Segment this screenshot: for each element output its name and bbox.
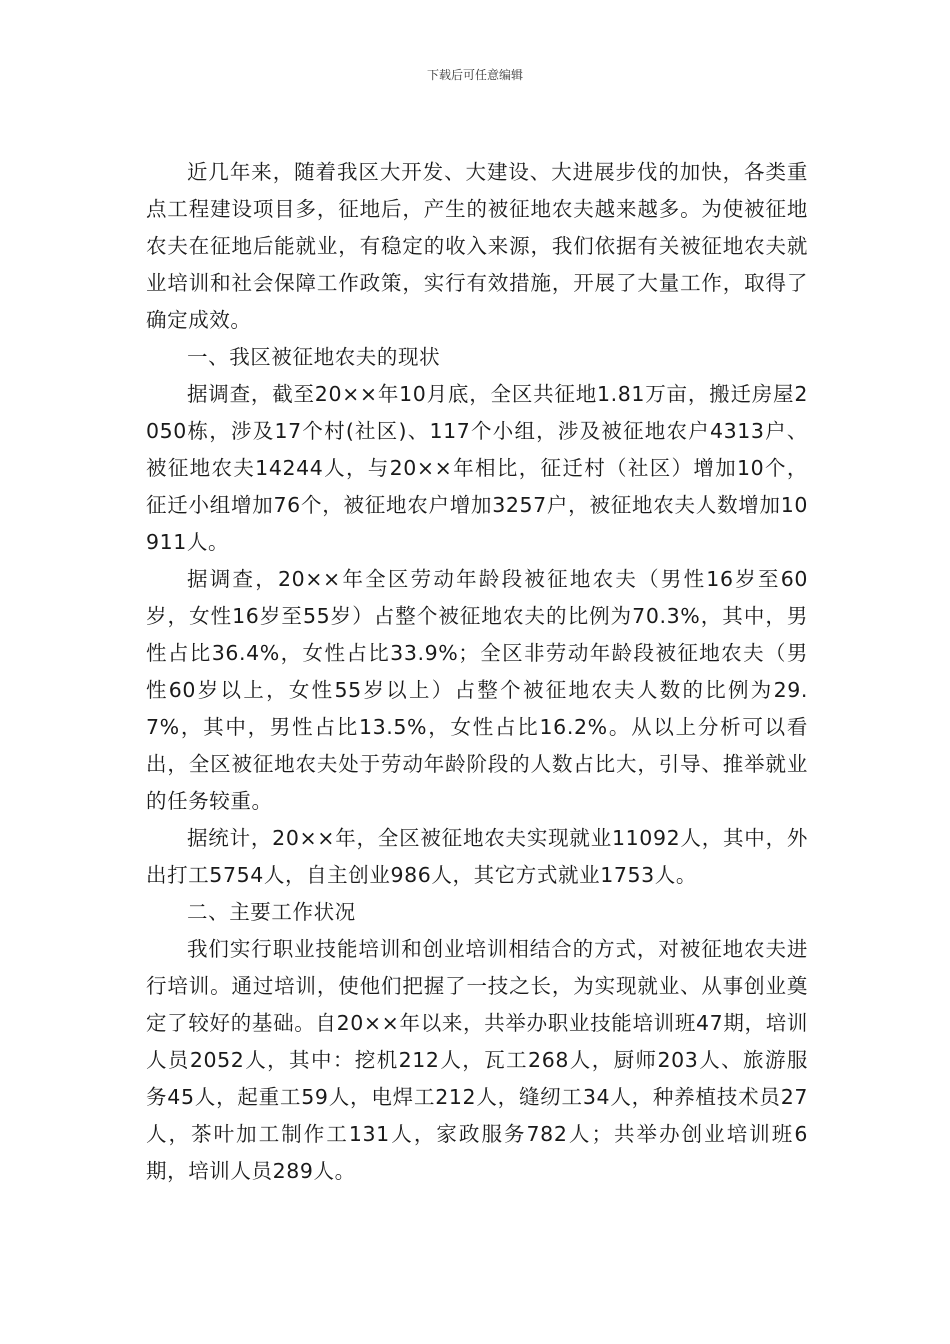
- document-body: [146, 154, 808, 1190]
- paragraph-training: 我们实行职业技能培训和创业培训相结合的方式，对被征地农夫进行培训。通过培训，使他们把握了一技之长，为实现就业、从事创业奠定了较好的基础。自20××年以来，共举办职业技能培训班47期，培训人员2052人，其中：挖机212人，瓦工268人，厨师203人、旅游服务45人，起重工59人，电焊工212人，缝纫工34人，种养植技术员27人，茶叶加工制作工131人，家政服务782人；共举办创业培训班6期，培训人员289人。: [146, 937, 808, 1183]
- paragraph-statistics: 据统计，20××年，全区被征地农夫实现就业11092人，其中，外出打工5754人，自主创业986人，其它方式就业1753人。: [146, 826, 808, 887]
- section-heading-1: 一、我区被征地农夫的现状: [187, 345, 441, 369]
- paragraph-survey-2: 据调查，20××年全区劳动年龄段被征地农夫（男性16岁至60岁，女性16岁至55岁）占整个被征地农夫的比例为70.3%，其中，男性占比36.4%，女性占比33.9%；全区非劳动年龄段被征地农夫（男性60岁以上，女性55岁以上）占整个被征地农夫人数的比例为29.7%，其中，男性占比13.5%，女性占比16.2%。从以上分析可以看出，全区被征地农夫处于劳动年龄阶段的人数占比大，引导、推举就业的任务较重。: [146, 567, 808, 813]
- section-heading-2: 二、主要工作状况: [187, 900, 356, 924]
- paragraph-survey-1: 据调查，截至20××年10月底，全区共征地1.81万亩，搬迁房屋2050栋，涉及17个村(社区)、117个小组，涉及被征地农户4313户、被征地农夫14244人，与20××年相比，征迁村（社区）增加10个，征迁小组增加76个，被征地农户增加3257户，被征地农夫人数增加10911人。: [146, 382, 808, 554]
- paragraph-intro: 近几年来，随着我区大开发、大建设、大进展步伐的加快，各类重点工程建设项目多，征地后，产生的被征地农夫越来越多。为使被征地农夫在征地后能就业，有稳定的收入来源，我们依据有关被征地农夫就业培训和社会保障工作政策，实行有效措施，开展了大量工作，取得了确定成效。: [146, 160, 808, 332]
- page-header: 下载后可任意编辑: [426, 68, 523, 82]
